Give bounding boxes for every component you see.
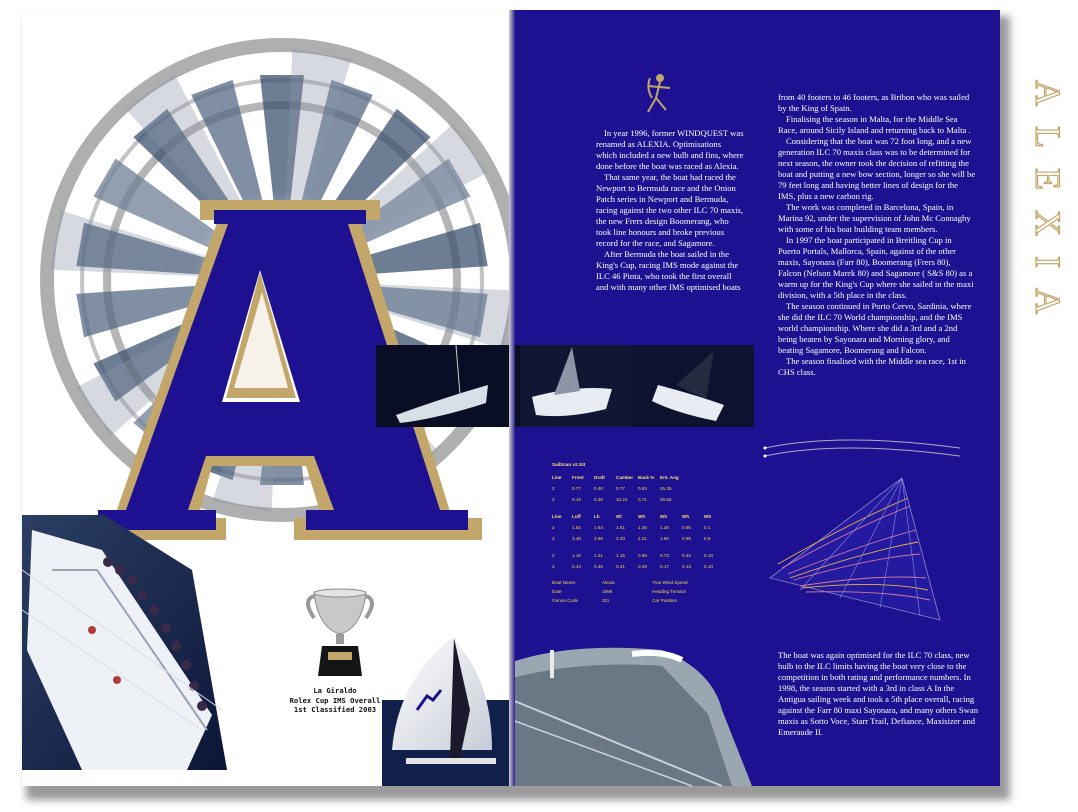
table-cell: 0.90 <box>682 525 691 530</box>
table-cell: 1.16 <box>572 553 581 558</box>
table-cell: 25.35 <box>660 486 672 491</box>
summary-label: Genoa Code <box>552 598 579 603</box>
archer-logo-icon <box>648 75 670 112</box>
table-cell: 0.40 <box>594 486 603 491</box>
table-row <box>552 483 742 494</box>
table-cell: 0.9 <box>704 536 711 541</box>
right-page <box>512 10 1068 786</box>
table-cell: 1.64 <box>594 525 603 530</box>
summary-note: Heading Tension <box>652 589 687 594</box>
table-cell: 0.46 <box>594 564 603 569</box>
table-summary-row <box>552 596 742 605</box>
table-header-cell: Wh <box>660 514 668 519</box>
table-header-cell: Line <box>552 475 562 480</box>
page-gutter <box>509 10 515 786</box>
col2-paragraph-1: from 40 footers to 46 footers, as Bribon who was sailed by the King of Spain. <box>778 92 970 113</box>
text-column-1 <box>596 128 744 293</box>
table-header-cell: Draft <box>594 475 605 480</box>
table-header-cell: Wh <box>638 514 646 519</box>
table-cell: 1.16 <box>616 553 625 558</box>
col2-paragraph-5: In 1997 the boat participated in Breitling Cup in Puerto Portals, Mallorca, Spain, against of the other maxis, Sayonara (Farr 80), Boomerang (Frers 80), Falcon (Nelson Marek 80) and Sagamore ( S&S 80) as a warm up for the King's Cup where she sailed in the maxi division, with a 5th place in the class. <box>778 235 974 300</box>
table-cell: 0.10 <box>704 553 713 558</box>
table-cell: 0.95 <box>682 536 691 541</box>
table-cell: 2 <box>552 486 555 491</box>
table-cell: 0.63 <box>638 486 647 491</box>
col1-paragraph-1: In year 1996, former WINDQUEST was renamed as ALEXIA. Optimisations which included a new bulb and fins, where done before the boat was raced as Alexia. <box>596 128 744 171</box>
vertical-title <box>1018 70 1078 370</box>
table-cell: 0.88 <box>638 553 647 558</box>
table-cell: 0.13 <box>682 564 691 569</box>
table-cell: 10.24 <box>616 497 628 502</box>
table-header-cell: Wl <box>616 514 622 519</box>
yacht-photo-strip-art <box>376 345 754 427</box>
table-cell: 0.1 <box>704 525 711 530</box>
table-header-cell: Luff <box>572 514 581 519</box>
table-header-cell: Ent. Ang <box>660 475 679 480</box>
table-cell: 1.61 <box>616 525 625 530</box>
table-cell: 1.36 <box>638 525 647 530</box>
sail-scan-graphic <box>764 440 961 620</box>
table-summary-row <box>552 578 742 587</box>
col2-paragraph-3: Considering that the boat was 72 foot long, and a new generation ILC 70 maxis class was to be determined for next season, the owner took the decision of refitting the boat and putting a new bow section, longer so she will be 79 feet long and having better lines of design for the IMS, plus a new carbon rig. <box>778 136 976 201</box>
col1-paragraph-3: After Bermuda the boat sailed in the King's Cup, racing IMS mode against the ILC 46 Pinta, who took the first overall and with many other IMS optimised boats <box>596 249 741 292</box>
summary-value: Alexia <box>602 580 615 585</box>
table-cell: 2 <box>552 553 555 558</box>
trophy-image <box>308 589 372 676</box>
table-cell: 3.66 <box>594 536 603 541</box>
table-row <box>552 522 742 533</box>
table-cell: 0.77 <box>572 486 581 491</box>
table-cell: 0.72 <box>660 553 669 558</box>
table-cell: 1.82 <box>572 525 581 530</box>
table-cell: 0.42 <box>682 553 691 558</box>
bottom-paragraph: The boat was again optimised for the ILC 70 class, new bulb to the ILC limits having the boat very close to the competition in both rating and performance numbers. In 1998, the season started with a 3rd in class A In the Antigua sailing week and took a 5th place overall, racing against the Farr 80 maxi Sayonara, and many others Swan maxis as Sotto Voce, Starr Trail, Defiance, Maxisizer and Emeraude II. <box>778 650 978 737</box>
col2-paragraph-7: The season finalised with the Middle sea race, 1st in CHS class. <box>778 356 966 377</box>
table-cell: 2.21 <box>638 536 647 541</box>
table-cell: 0.17 <box>660 564 669 569</box>
trophy-caption-line-2: Rolex Cup IMS Overall <box>289 695 381 705</box>
trophy-caption-line-3: 1st Classified 2003 <box>293 705 377 714</box>
table-row <box>552 550 742 561</box>
table-summary-row <box>552 587 742 596</box>
bottom-text-column <box>778 650 978 738</box>
table-header-cell: Line <box>552 514 562 519</box>
vertical-title-text: ALEXIA <box>1028 80 1068 334</box>
table-header-cell: Wh <box>704 514 712 519</box>
trophy-caption <box>280 686 390 715</box>
col2-paragraph-6: The season continued in Porto Cervo, Sardinia, where she did the ILC 70 World championship, and the IMS world championship. Where she did a 3rd and a 2nd being beaten by Sayonara and Morning glory, and beating Sagamore, Boomerang and Falcon. <box>778 301 972 355</box>
table-cell: 0.10 <box>704 564 713 569</box>
summary-label: Boat Name: <box>552 580 577 585</box>
table-cell: 3 <box>552 536 555 541</box>
table-cell: 1.21 <box>594 553 603 558</box>
table-cell: 0.29 <box>638 564 647 569</box>
summary-value: 1999 <box>602 589 613 594</box>
table-cell: 3.46 <box>572 536 581 541</box>
summary-label: Date <box>552 589 562 594</box>
sail-table-title: SailScan v2.2/4 <box>552 462 586 467</box>
table-header-cell: Back % <box>638 475 655 480</box>
table-cell: 0.41 <box>616 564 625 569</box>
table-cell: 3 <box>552 564 555 569</box>
table-cell: 0.36 <box>594 497 603 502</box>
col1-paragraph-2: That same year, the boat had raced the Newport to Bermuda race and the Onion Patch series in Newport and Bermuda, racing against the two other ILC 70 maxis, the new Frers design Boomerang, who took line honours and broke previous record for the race, and Sagamore. <box>596 172 744 248</box>
sail-table-header-1 <box>552 472 742 483</box>
spinnaker-boat-photo <box>382 638 512 786</box>
table-header-cell: Camber <box>616 475 634 480</box>
table-cell: 3 <box>552 497 555 502</box>
table-cell: 0.77 <box>616 486 625 491</box>
table-row <box>552 494 742 505</box>
summary-note: True Wind Speed <box>652 580 688 585</box>
summary-note: Car Position <box>652 598 678 603</box>
table-cell: 1.30 <box>660 525 669 530</box>
table-cell: 2 <box>552 525 555 530</box>
table-cell: 28.65 <box>660 497 672 502</box>
table-header-cell: Wh <box>682 514 690 519</box>
text-column-2 <box>778 92 976 378</box>
col2-paragraph-4: The work was completed in Barcelona, Spain, in Marina 92, under the supervision of John Mc Connaghy with some of his boat building team members. <box>778 202 971 234</box>
summary-value: 311 <box>602 598 610 603</box>
table-cell: 0.19 <box>572 497 581 502</box>
table-row <box>552 533 742 544</box>
table-cell: 1.90 <box>660 536 669 541</box>
sail-table-header-2 <box>552 511 742 522</box>
sail-data-table <box>552 462 742 605</box>
deck-photo <box>512 648 752 786</box>
table-row <box>552 561 742 572</box>
table-cell: 0.44 <box>572 564 581 569</box>
table-header-cell: Front <box>572 475 584 480</box>
table-header-cell: Lh <box>594 514 600 519</box>
table-cell: 0.71 <box>638 497 647 502</box>
table-cell: 3.20 <box>616 536 625 541</box>
col2-paragraph-2: Finalising the season in Malta, for the Middle Sea Race, around Sicily Island and returning back to Malta . <box>778 114 971 135</box>
trophy-caption-line-1: La Giraldo <box>313 686 357 695</box>
yacht-crew-photo <box>22 515 227 770</box>
